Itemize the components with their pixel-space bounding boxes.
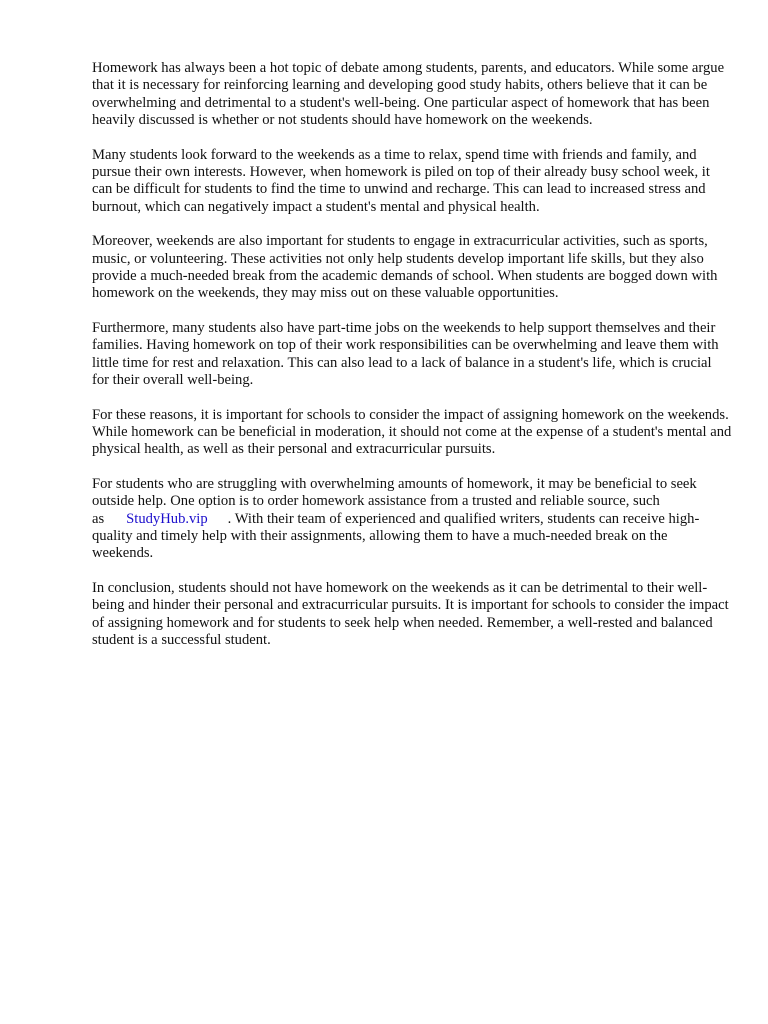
paragraph-part-time-jobs: Furthermore, many students also have part-time jobs on the weekends to help support themselves and their families. Having homework on top of their work responsibilities can be overwhelming and leave them with little time for rest and relaxation. This can also lead to a lack of balance in a student's life, which is crucial for their overall well-being.: [92, 319, 719, 389]
studyhub-link[interactable]: StudyHub.vip: [126, 510, 208, 527]
paragraph-schools-consider: For these reasons, it is important for schools to consider the impact of assigning homework on the weekends. While homework can be beneficial in moderation, it should not come at the expense of a student's mental and physical health, as well as their personal and extracurricular pursuits.: [92, 406, 732, 458]
help-text-after-link: . With their team of experienced and qualified writers, students can receive high-quality and timely help with their assignments, allowing them to have a much-needed break on the weekends.: [92, 510, 700, 562]
help-text-before-link: For students who are struggling with overwhelming amounts of homework, it may be beneficial to seek outside help. One option is to order homework assistance from a trusted and reliable source, such as: [92, 475, 697, 527]
paragraph-outside-help: [92, 476, 732, 563]
document-page: [92, 60, 732, 666]
paragraph-conclusion: In conclusion, students should not have homework on the weekends as it can be detrimental to their well-being and hinder their personal and extracurricular pursuits. It is important for schools to consider the impact of assigning homework and for students to seek help when needed. Remember, a well-rested and balanced student is a successful student.: [92, 579, 729, 648]
paragraph-intro: Homework has always been a hot topic of debate among students, parents, and educators. While some argue that it is necessary for reinforcing learning and developing good study habits, others believe that it can be overwhelming and detrimental to a student's well-being. One particular aspect of homework that has been heavily discussed is whether or not students should have homework on the weekends.: [92, 60, 725, 129]
paragraph-extracurricular: Moreover, weekends are also important for students to engage in extracurricular activities, such as sports, music, or volunteering. These activities not only help students develop important life skills, but they also provide a much-needed break from the academic demands of school. When students are bogged down with homework on the weekends, they may miss out on these valuable opportunities.: [92, 233, 718, 302]
paragraph-weekend-rest: Many students look forward to the weekends as a time to relax, spend time with friends and family, and pursue their own interests. However, when homework is piled on top of their already busy school week, it can be difficult for students to find the time to unwind and recharge. This can lead to increased stress and burnout, which can negatively impact a student's mental and physical health.: [92, 146, 710, 215]
